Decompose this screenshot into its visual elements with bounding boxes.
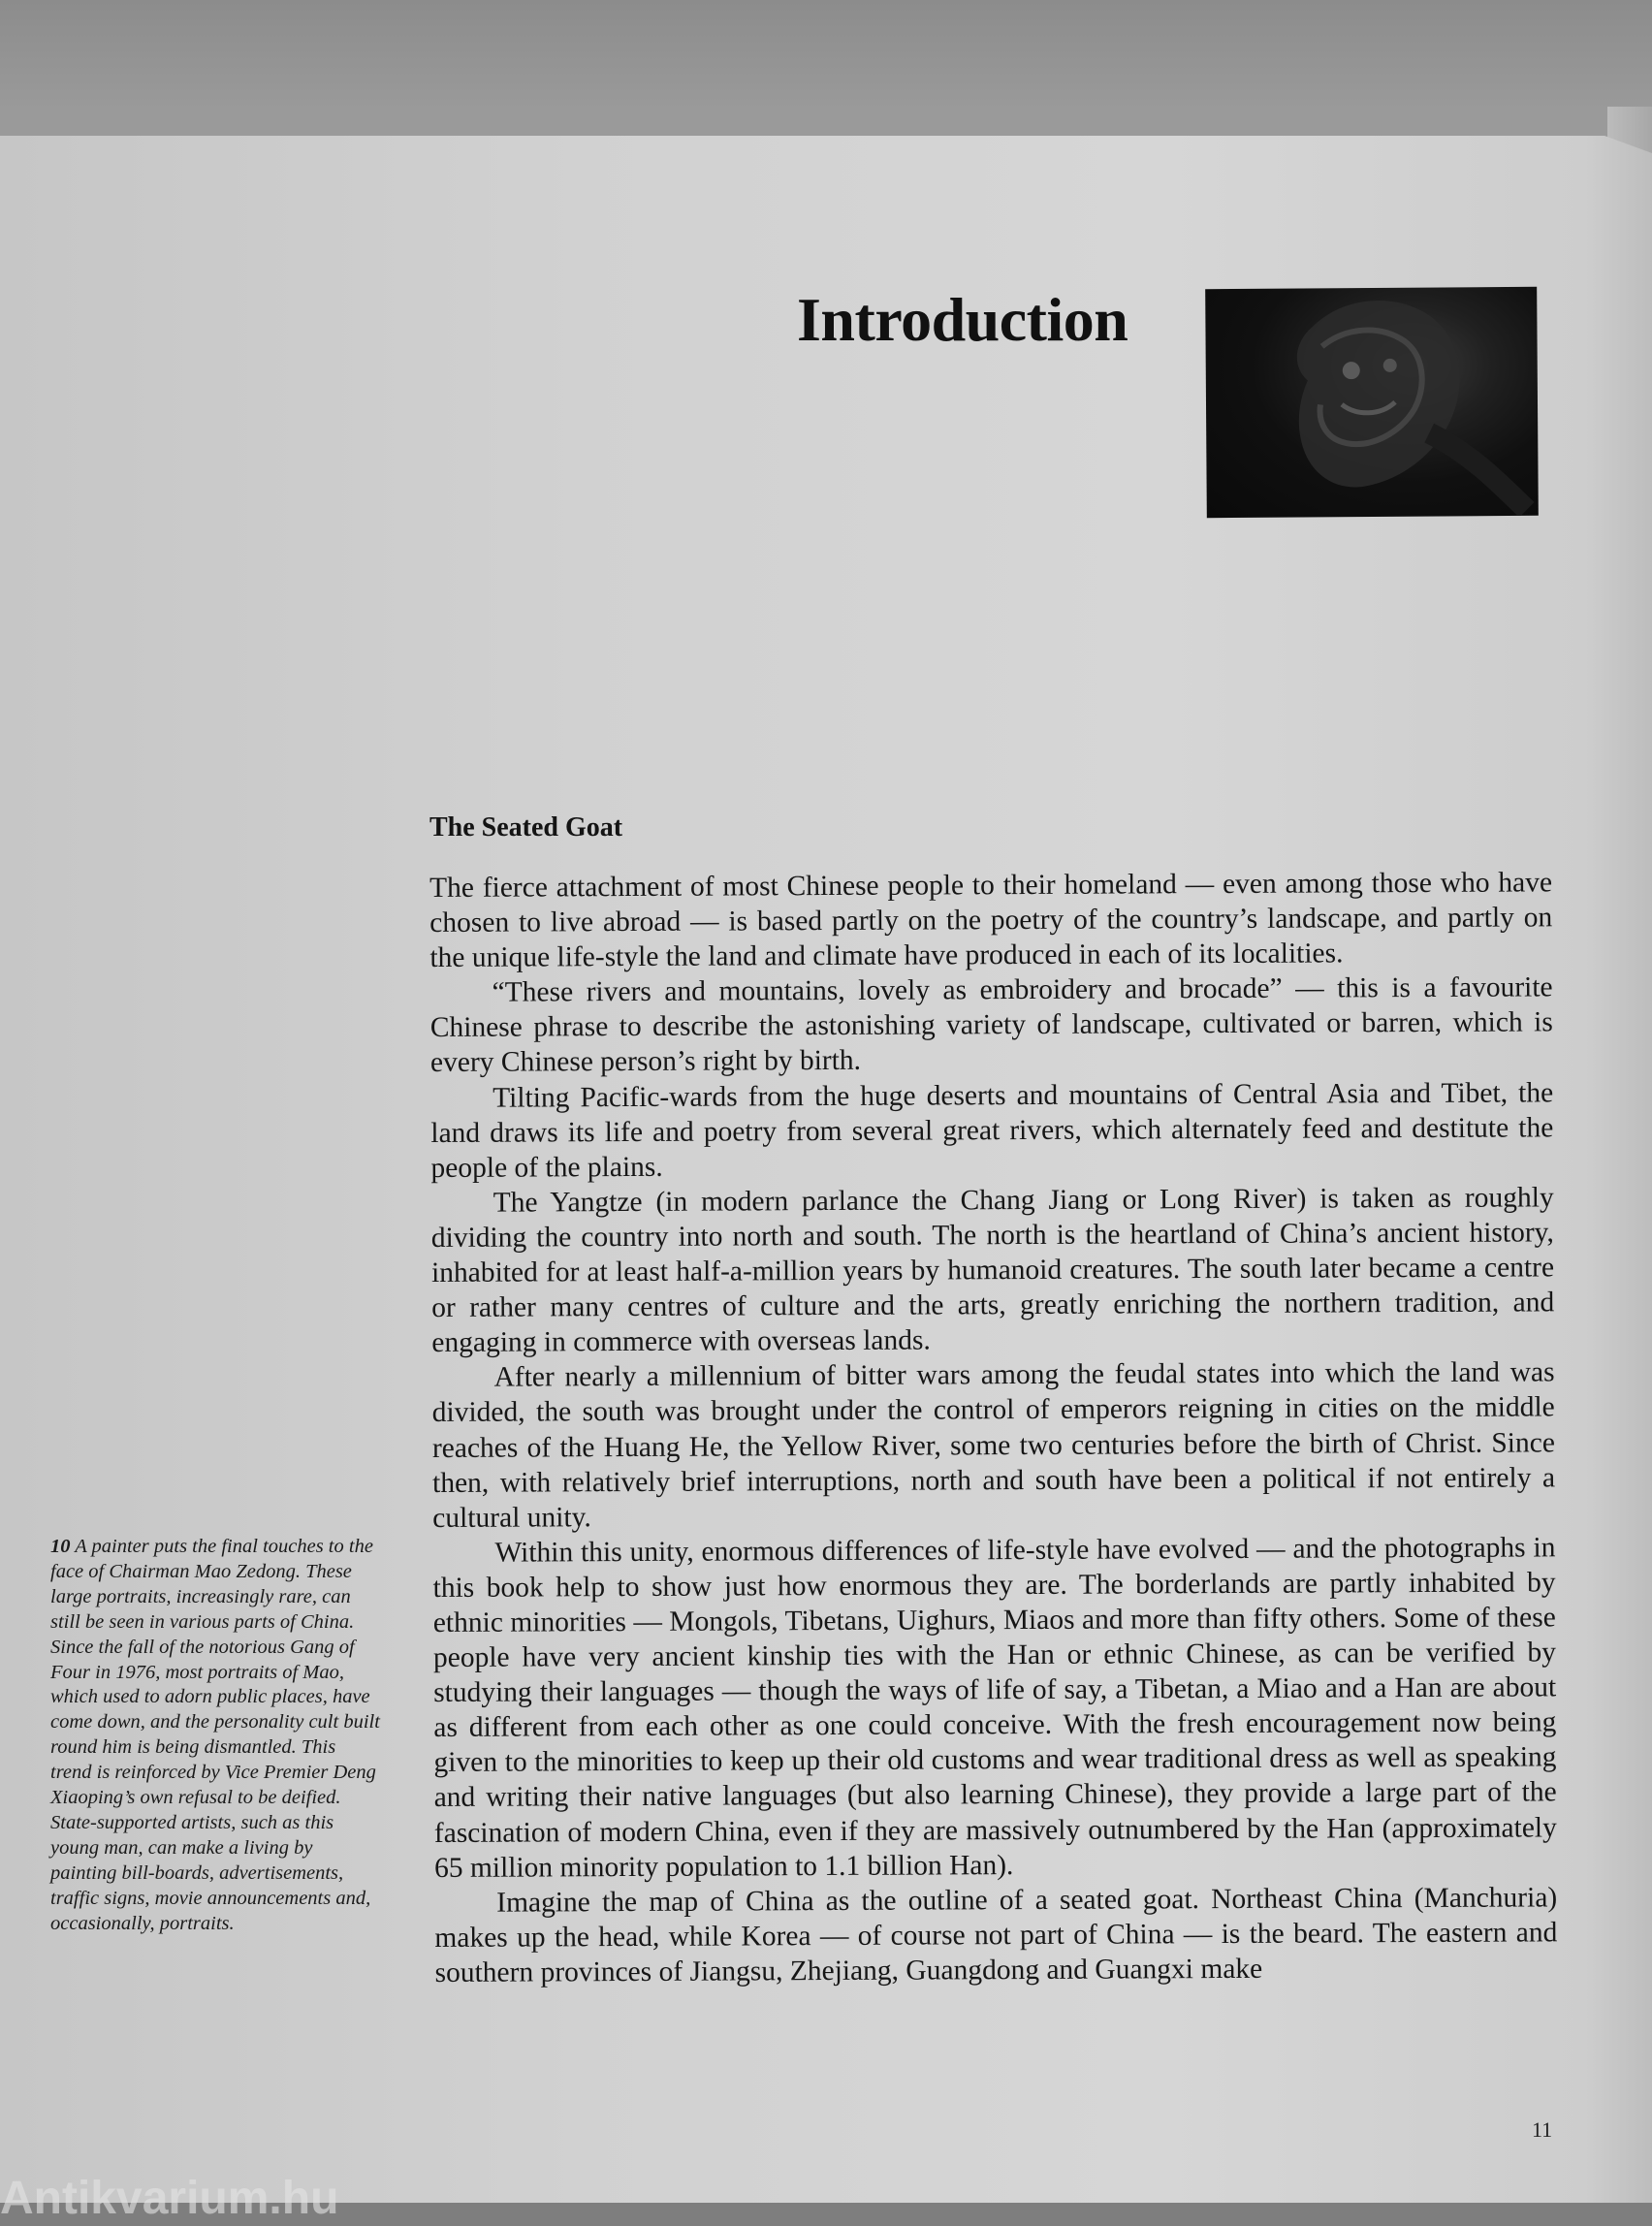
body-text <box>429 865 1558 1990</box>
paragraph: Tilting Pacific-wards from the huge deserts and mountains of Central Asia and Tibet, the land draws its life and poetry from several great rivers, which alternately feed and destitute the people of the plains. <box>430 1076 1554 1184</box>
paragraph: The Yangtze (in modern parlance the Chang Jiang or Long River) is taken as roughly dividing the country into north and south. The north is the heartland of China’s ancient history, inhabited for at least half-a-million years by humanoid creatures. The south later became a centre or rather many centres of culture and the arts, greatly enriching the northern tradition, and engaging in commerce with overseas lands. <box>430 1182 1555 1359</box>
section-heading: The Seated Goat <box>429 812 623 843</box>
watermark: Antikvarium.hu <box>0 2173 339 2224</box>
paragraph: The fierce attachment of most Chinese people to their homeland — even among those who have chosen to live abroad — is based partly on the poetry of the country’s landscape, and partly on the unique life-style the land and climate have produced in each of its localities. <box>429 867 1553 974</box>
paragraph: “These rivers and mountains, lovely as embroidery and brocade” — this is a favourite Chinese phrase to describe the astonishing variety of landscape, cultivated or barren, which is every Chinese person’s right by birth. <box>429 971 1553 1079</box>
paragraph: Within this unity, enormous differences of life-style have evolved — and the photographs in this book help to show just how enormous they are. The borderlands are partly inhabited by ethnic minorities — Mongols, Tibetans, Uighurs, Miaos and more than fifty others. Some of these people have very ancient kinship ties with the Han or ethnic Chinese, as can be verified by studying their languages — though the ways of life of say, a Tibetan, a Miao and a Han are about as different from each other as one could conceive. With the fresh encouragement now being given to the minorities to keep up their old customs and wear traditional dress as well as speaking and writing their native languages (but also learning Chinese), they provide a large part of the fascination of modern China, even if they are massively outnumbered by the Han (approximately 65 million minority population to 1.1 billion Han). <box>432 1532 1557 1884</box>
page-title: Introduction <box>797 285 1128 354</box>
photo-caption <box>50 1535 380 1937</box>
caption-number: 10 <box>50 1536 71 1557</box>
caption-text: A painter puts the final touches to the face of Chairman Mao Zedong. These large portraits, increasingly rare, can still be seen in various parts of China. Since the fall of the notorious Gang of Four in 1976, most portraits of Mao, which used to adorn public places, have come down, and the personality cult built round him is being dismantled. This trend is reinforced by Vice Premier Deng Xiaoping’s own refusal to be deified. State-supported artists, such as this young man, can make a living by painting bill-boards, advertisements, traffic signs, movie announcements and, occasionally, portraits. <box>50 1536 380 1934</box>
page-number: 11 <box>1532 2117 1553 2142</box>
chapter-photo <box>1205 287 1539 518</box>
sculpture-image <box>1205 287 1539 518</box>
paragraph: Imagine the map of China as the outline of a seated goat. Northeast China (Manchuria) makes up the head, while Korea — of course not part of China — is the beard. The eastern and southern provinces of Jiangsu, Zhejiang, Guangdong and Guangxi make <box>434 1882 1558 1988</box>
paragraph: After nearly a millennium of bitter wars among the feudal states into which the land was divided, the south was brought under the control of emperors reigning in cities on the middle reaches of the Huang He, the Yellow River, some two centuries before the birth of Christ. Since then, with relatively brief interruptions, north and south have been a political if not entirely a cultural unity. <box>431 1356 1556 1534</box>
